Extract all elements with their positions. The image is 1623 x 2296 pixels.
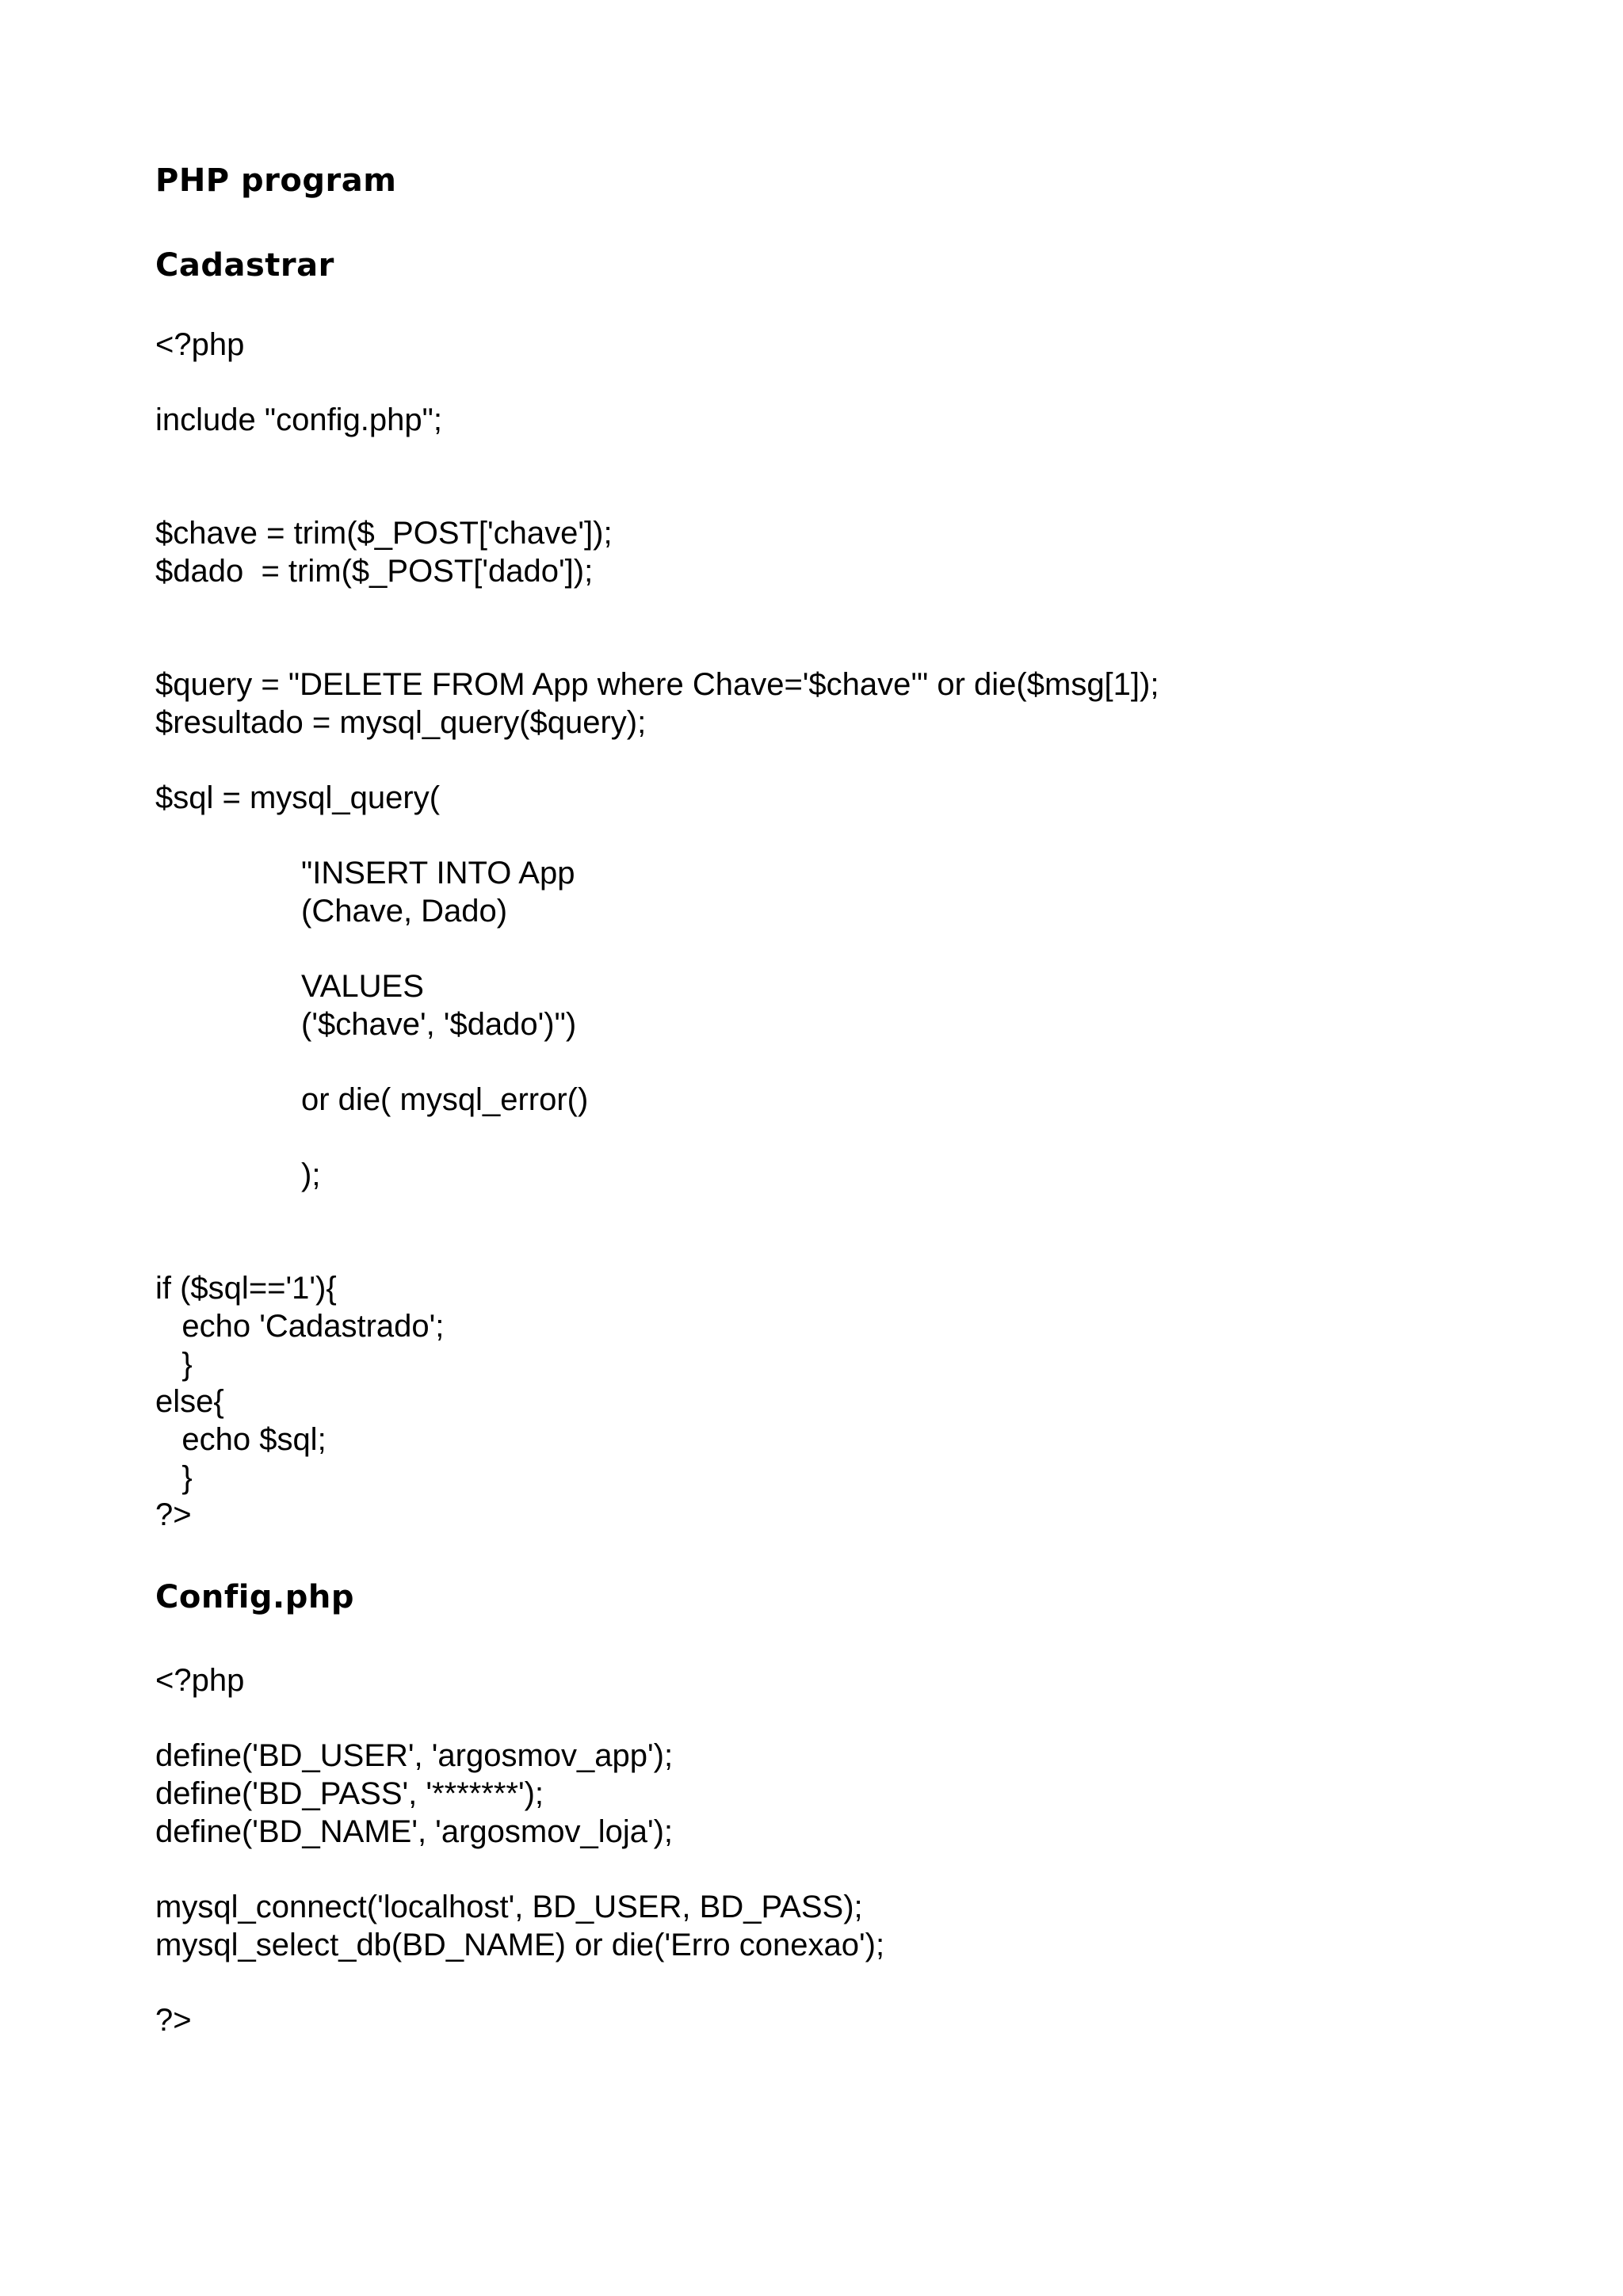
heading-php-program: PHP program <box>155 162 397 199</box>
code-line: or die( mysql_error() <box>301 1082 589 1117</box>
code-line: ('$chave', '$dado')") <box>301 1007 577 1042</box>
code-line: define('BD_USER', 'argosmov_app'); <box>155 1738 674 1773</box>
code-line: else{ <box>155 1384 224 1419</box>
code-line: echo 'Cadastrado'; <box>155 1309 445 1344</box>
code-line: $sql = mysql_query( <box>155 780 441 815</box>
code-line: echo $sql; <box>155 1422 327 1457</box>
heading-config-php: Config.php <box>155 1579 354 1615</box>
code-line: } <box>155 1460 193 1495</box>
code-line: $query = "DELETE FROM App where Chave='$chave'" or die($msg[1]); <box>155 667 1159 702</box>
code-line: define('BD_NAME', 'argosmov_loja'); <box>155 1814 674 1849</box>
code-line: $dado = trim($_POST['dado']); <box>155 554 594 589</box>
heading-cadastrar: Cadastrar <box>155 247 334 284</box>
code-line: $resultado = mysql_query($query); <box>155 705 647 740</box>
code-line: <?php <box>155 327 245 362</box>
code-line: define('BD_PASS', '*******'); <box>155 1776 544 1811</box>
code-line: ); <box>301 1158 321 1192</box>
code-line: "INSERT INTO App <box>301 856 575 891</box>
code-line: (Chave, Dado) <box>301 894 508 929</box>
code-line: ?> <box>155 1497 192 1532</box>
code-line: <?php <box>155 1663 245 1698</box>
code-line: mysql_connect('localhost', BD_USER, BD_PASS); <box>155 1890 863 1924</box>
code-line: mysql_select_db(BD_NAME) or die('Erro conexao'); <box>155 1928 885 1962</box>
code-line: VALUES <box>301 969 424 1004</box>
code-line: } <box>155 1347 193 1382</box>
code-line: if ($sql=='1'){ <box>155 1271 337 1306</box>
code-line: $chave = trim($_POST['chave']); <box>155 516 613 551</box>
code-line: include "config.php"; <box>155 402 442 437</box>
code-line: ?> <box>155 2003 192 2038</box>
